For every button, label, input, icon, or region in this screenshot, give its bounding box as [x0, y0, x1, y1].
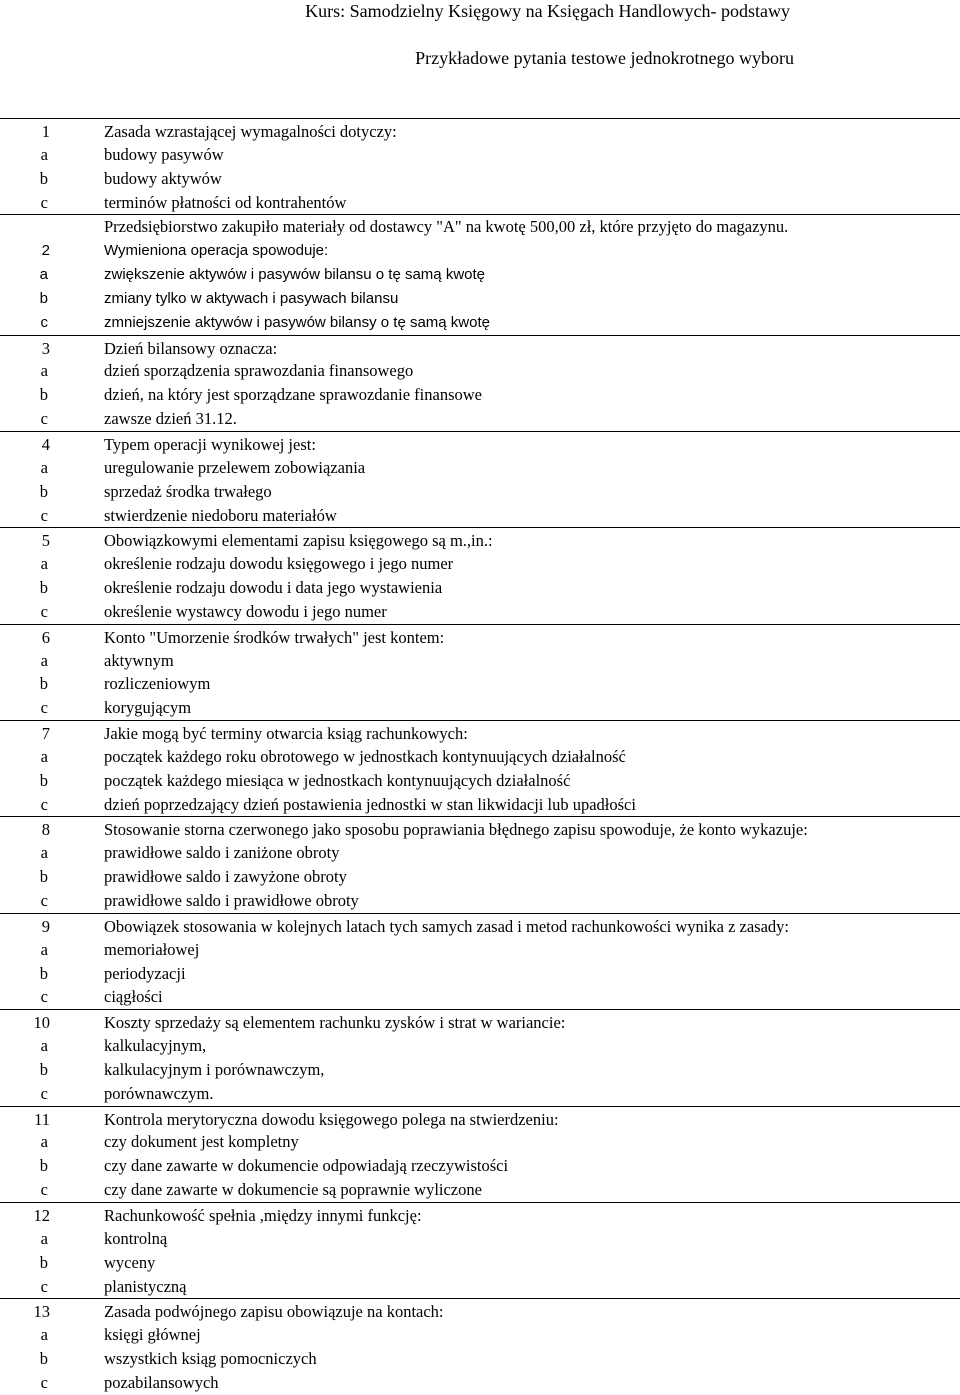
option-text: prawidłowe saldo i prawidłowe obroty — [104, 891, 359, 910]
question-row — [0, 118, 960, 143]
answer-option — [0, 962, 960, 986]
option-text: zwiększenie aktywów i pasywów bilansu o tę samą kwotę — [104, 266, 485, 284]
answer-option — [0, 1371, 960, 1395]
option-text: korygującym — [104, 698, 192, 718]
answer-option — [0, 769, 960, 793]
option-letter: c — [40, 1276, 48, 1296]
answer-option — [0, 407, 960, 431]
option-text: czy dane zawarte w dokumencie odpowiadają rzeczywistości — [104, 1156, 509, 1176]
question-row — [0, 1009, 960, 1034]
option-text: zmniejszenie aktywów i pasywów bilansy o tę samą kwotę — [104, 313, 490, 331]
question-text: Obowiązkowymi elementami zapisu księgowego są m.,in.: — [104, 531, 493, 551]
option-letter: a — [40, 1228, 48, 1248]
option-letter: c — [40, 192, 48, 212]
page-subtitle: Przykładowe pytania testowe jednokrotnego wyboru — [415, 48, 794, 68]
answer-option — [0, 359, 960, 383]
option-text: rozliczeniowym — [104, 674, 211, 694]
answer-option — [0, 1034, 960, 1058]
option-letter: b — [39, 385, 48, 405]
option-letter: b — [39, 770, 48, 790]
option-text: początek każdego miesiąca w jednostkach kontynuujących działalność — [104, 770, 571, 790]
answer-option — [0, 672, 960, 696]
question-number: 9 — [41, 916, 50, 936]
option-letter: c — [40, 1372, 48, 1392]
question-row — [0, 431, 960, 456]
option-text: kalkulacyjnym, — [104, 1036, 207, 1056]
answer-option — [0, 383, 960, 407]
option-letter: a — [40, 144, 48, 164]
question-text: Konto "Umorzenie środków trwałych" jest kontem: — [104, 627, 445, 647]
answer-option — [0, 1275, 960, 1299]
answer-option — [0, 865, 960, 889]
option-letter: b — [39, 867, 48, 887]
option-text: prawidłowe saldo i zaniżone obroty — [104, 843, 340, 863]
question-table — [0, 118, 960, 1395]
option-letter: a — [40, 939, 48, 959]
option-text: aktywnym — [104, 650, 174, 670]
answer-option — [0, 311, 960, 335]
question-row — [0, 1202, 960, 1227]
option-letter: b — [39, 168, 48, 188]
option-text: księgi głównej — [104, 1325, 201, 1345]
option-text: zawsze dzień 31.12. — [104, 409, 237, 429]
option-letter: c — [40, 698, 48, 718]
question-text: Stosowanie storna czerwonego jako sposobu poprawiania błędnego zapisu spowoduje, że konto wykazuje: — [104, 820, 808, 840]
answer-option — [0, 191, 960, 215]
answer-option — [0, 143, 960, 167]
question-row — [0, 624, 960, 649]
question-row — [0, 1298, 960, 1323]
question-number: 7 — [41, 724, 50, 744]
question-text: Obowiązek stosowania w kolejnych latach tych samych zasad i metod rachunkowości wynika z zasady: — [104, 916, 789, 936]
option-letter: a — [40, 843, 48, 863]
option-text: dzień poprzedzający dzień postawienia jednostki w stan likwidacji lub upadłości — [104, 794, 636, 814]
option-letter: b — [39, 289, 48, 307]
answer-option — [0, 456, 960, 480]
option-letter: a — [40, 457, 48, 477]
option-letter: a — [40, 1132, 48, 1152]
option-letter: b — [39, 1252, 48, 1272]
answer-option — [0, 649, 960, 673]
option-text: początek każdego roku obrotowego w jednostkach kontynuujących działalność — [104, 746, 626, 766]
question-number: 11 — [34, 1109, 50, 1129]
option-text: sprzedaż środka trwałego — [104, 481, 272, 501]
option-text: prawidłowe saldo i zawyżone obroty — [104, 867, 347, 887]
option-letter: c — [40, 505, 48, 525]
answer-option — [0, 1227, 960, 1251]
option-text: terminów płatności od kontrahentów — [104, 192, 347, 212]
option-text: pozabilansowych — [104, 1372, 219, 1392]
question-row — [0, 913, 960, 938]
answer-option — [0, 1154, 960, 1178]
option-text: czy dane zawarte w dokumencie są poprawnie wyliczone — [104, 1180, 482, 1200]
option-text: budowy aktywów — [104, 168, 222, 188]
answer-option — [0, 938, 960, 962]
question-text: Typem operacji wynikowej jest: — [104, 434, 316, 454]
answer-option — [0, 1058, 960, 1082]
option-letter: c — [40, 1180, 48, 1200]
answer-option — [0, 696, 960, 720]
option-letter: c — [40, 313, 48, 331]
question-text: Zasada wzrastającej wymagalności dotyczy: — [104, 122, 397, 141]
option-text: ciągłości — [104, 987, 163, 1007]
answer-option — [0, 1130, 960, 1154]
question-row — [0, 335, 960, 360]
option-text: zmiany tylko w aktywach i pasywach bilansu — [104, 289, 399, 307]
option-text: uregulowanie przelewem zobowiązania — [104, 457, 366, 477]
answer-option — [0, 552, 960, 576]
question-number: 8 — [41, 820, 50, 840]
option-letter: c — [40, 891, 48, 910]
question-row — [0, 816, 960, 841]
question-text: Jakie mogą być terminy otwarcia ksiąg rachunkowych: — [104, 724, 468, 744]
question-row — [0, 214, 960, 239]
option-letter: b — [39, 963, 48, 983]
option-letter: a — [40, 361, 48, 381]
option-text: stwierdzenie niedoboru materiałów — [104, 505, 337, 525]
question-number: 10 — [33, 1013, 50, 1033]
option-letter: b — [39, 1349, 48, 1369]
answer-option — [0, 1082, 960, 1106]
question-number: 2 — [41, 242, 50, 260]
option-text: określenie rodzaju dowodu i data jego wystawienia — [104, 578, 443, 598]
option-letter: a — [40, 554, 48, 574]
option-text: kalkulacyjnym i porównawczym, — [104, 1059, 325, 1079]
answer-option — [0, 263, 960, 287]
option-letter: b — [39, 578, 48, 598]
option-text: określenie rodzaju dowodu księgowego i jego numer — [104, 554, 454, 574]
question-text: Zasada podwójnego zapisu obowiązuje na kontach: — [104, 1302, 444, 1322]
question-number: 12 — [33, 1205, 50, 1225]
option-letter: c — [40, 987, 48, 1007]
option-letter: c — [40, 601, 48, 621]
answer-option — [0, 841, 960, 865]
option-text: wyceny — [104, 1252, 156, 1272]
option-letter: b — [39, 674, 48, 694]
option-text: kontrolną — [104, 1228, 168, 1248]
option-letter: a — [40, 650, 48, 670]
answer-option — [0, 167, 960, 191]
answer-option — [0, 1347, 960, 1371]
answer-option — [0, 1323, 960, 1347]
option-text: budowy pasywów — [104, 144, 224, 164]
question-number: 6 — [41, 627, 50, 647]
option-letter: c — [40, 794, 48, 814]
answer-option — [0, 745, 960, 769]
answer-option — [0, 793, 960, 817]
option-letter: c — [40, 409, 48, 429]
question-number: 5 — [41, 531, 50, 551]
option-text: memoriałowej — [104, 939, 200, 959]
question-row — [0, 527, 960, 552]
answer-option — [0, 985, 960, 1009]
answer-option — [0, 1178, 960, 1202]
question-number: 4 — [41, 434, 50, 454]
option-letter: a — [40, 746, 48, 766]
option-text: periodyzacji — [104, 963, 186, 983]
question-text: Wymieniona operacja spowoduje: — [104, 242, 329, 260]
option-letter: b — [39, 481, 48, 501]
question-text: Rachunkowość spełnia ,między innymi funkcję: — [104, 1205, 422, 1225]
answer-option — [0, 576, 960, 600]
option-letter: a — [40, 1325, 48, 1345]
option-text: porównawczym. — [104, 1083, 214, 1103]
answer-option — [0, 600, 960, 624]
option-letter: b — [39, 1059, 48, 1079]
question-row — [0, 1106, 960, 1131]
option-text: określenie wystawcy dowodu i jego numer — [104, 601, 387, 621]
answer-option — [0, 287, 960, 311]
answer-option — [0, 504, 960, 528]
option-text: dzień, na który jest sporządzane sprawozdanie finansowe — [104, 385, 482, 405]
question-number: 13 — [33, 1302, 50, 1322]
question-text: Koszty sprzedaży są elementem rachunku zysków i strat w wariancie: — [104, 1013, 566, 1033]
option-text: czy dokument jest kompletny — [104, 1132, 299, 1152]
answer-option — [0, 1251, 960, 1275]
question-number: 3 — [41, 338, 50, 358]
option-text: wszystkich ksiąg pomocniczych — [104, 1349, 317, 1369]
question-row — [0, 239, 960, 263]
option-letter: a — [40, 1036, 48, 1056]
option-text: dzień sporządzenia sprawozdania finansowego — [104, 361, 414, 381]
answer-option — [0, 889, 960, 913]
question-text: Przedsiębiorstwo zakupiło materiały od dostawcy "A" na kwotę 500,00 zł, które przyjęto do magazynu. — [104, 217, 789, 237]
question-text: Dzień bilansowy oznacza: — [104, 338, 278, 358]
course-title: Kurs: Samodzielny Księgowy na Księgach Handlowych- podstawy — [305, 1, 790, 21]
option-text: planistyczną — [104, 1276, 187, 1296]
question-row — [0, 720, 960, 745]
option-letter: c — [40, 1083, 48, 1103]
question-text: Kontrola merytoryczna dowodu księgowego polega na stwierdzeniu: — [104, 1109, 559, 1129]
question-number: 1 — [41, 122, 50, 141]
answer-option — [0, 480, 960, 504]
option-letter: b — [39, 1156, 48, 1176]
option-letter: a — [39, 266, 48, 284]
